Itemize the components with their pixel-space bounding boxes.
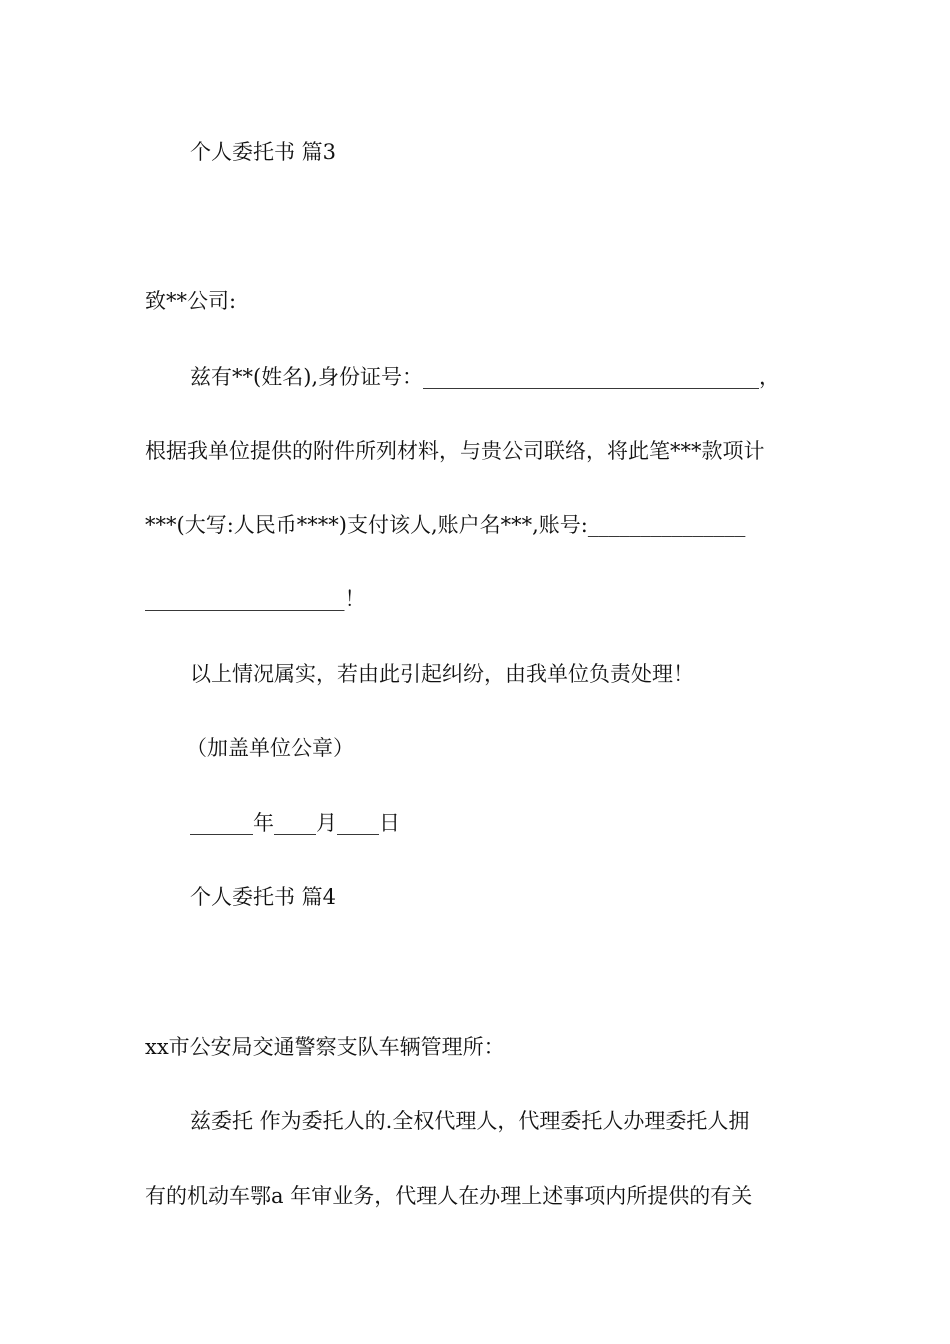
body-line: 兹有**(姓名),身份证号：________________________________， <box>190 365 781 389</box>
body-line: ***(大写:人民币****)支付该人,账户名***,账号:_______________ <box>145 513 746 537</box>
addressee-line: xx市公安局交通警察支队车辆管理所： <box>145 1035 505 1059</box>
seal-note: （加盖单位公章） <box>186 736 354 760</box>
statement-line: 以上情况属实，若由此引起纠纷，由我单位负责处理！ <box>190 662 694 686</box>
body-line: 根据我单位提供的附件所列材料，与贵公司联络，将此笔***款项计 <box>145 439 765 463</box>
section-heading-3: 个人委托书 篇3 <box>190 140 337 164</box>
body-line: 兹委托 作为委托人的.全权代理人，代理委托人办理委托人拥 <box>190 1109 750 1133</box>
section-heading-4: 个人委托书 篇4 <box>190 885 337 909</box>
body-line: ___________________！ <box>145 587 366 611</box>
body-line: 有的机动车鄂a 年审业务，代理人在办理上述事项内所提供的有关 <box>145 1184 753 1208</box>
addressee-line: 致**公司: <box>145 289 237 313</box>
date-line: ______年____月____日 <box>190 811 400 835</box>
